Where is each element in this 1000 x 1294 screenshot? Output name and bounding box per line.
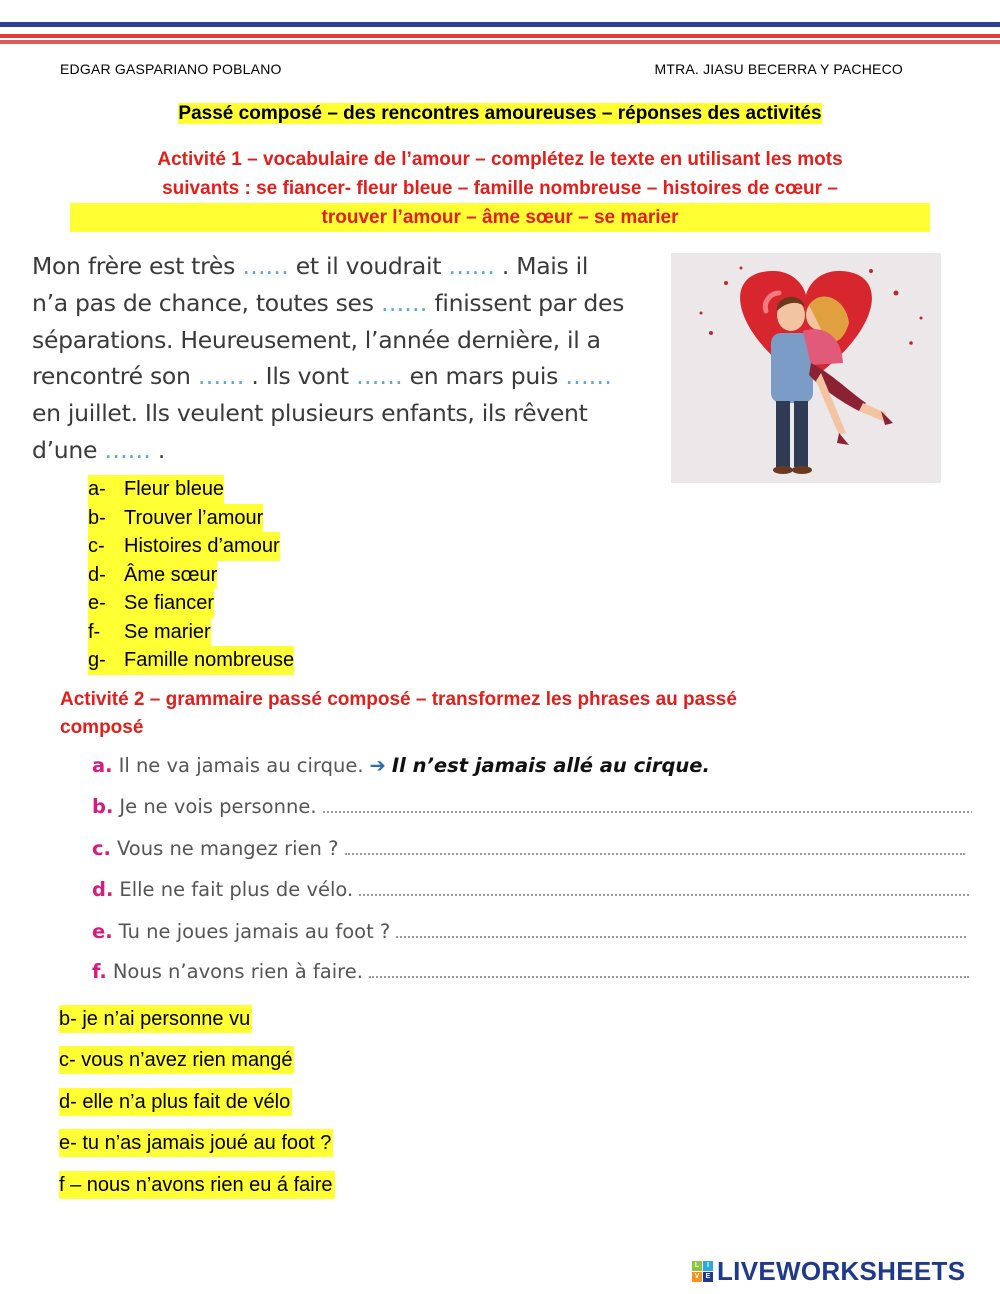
activity2-heading-line: composé (60, 717, 144, 738)
answer-line[interactable] (359, 893, 969, 896)
blank[interactable]: …… (448, 252, 495, 280)
exercise-f: f. Nous n’avons rien à faire. (92, 957, 972, 987)
header-stripe-red-2 (0, 40, 1000, 44)
answer-line[interactable] (323, 810, 972, 813)
page-title: Passé composé – des rencontres amoureuses – réponses des activités (178, 103, 822, 124)
logo-text: LIVEWORKSHEETS (717, 1256, 966, 1286)
passage-line: séparations. Heureusement, l’année dernière, il a (32, 325, 601, 354)
activity1-passage (32, 248, 652, 469)
activity1-answers (88, 475, 294, 675)
exercise-b: b. Je ne vois personne. (92, 792, 972, 822)
answer-item: d- Âme sœur (88, 561, 217, 590)
exercise-d: d. Elle ne fait plus de vélo. (92, 875, 972, 905)
answer-item: g- Famille nombreuse (88, 646, 294, 675)
response-d: d- elle n’a plus fait de vélo (59, 1088, 292, 1116)
passage-line: rencontré son …… . Ils vont …… en mars puis …… (32, 362, 612, 391)
blank[interactable]: …… (104, 435, 151, 464)
liveworksheets-logo[interactable] (692, 1256, 965, 1287)
response-e: e- tu n’as jamais joué au foot ? (59, 1129, 333, 1157)
response-f: f – nous n’avons rien eu á faire (59, 1171, 335, 1199)
response-b: b- je n’ai personne vu (59, 1005, 252, 1033)
activity1-heading (70, 145, 930, 232)
activity2-heading-line: Activité 2 – grammaire passé composé – transformez les phrases au passé (60, 689, 737, 710)
exercise-e: e. Tu ne joues jamais au foot ? (92, 917, 972, 947)
header-stripe-red (0, 34, 1000, 38)
answer-item: e- Se fiancer (88, 589, 214, 618)
answer-item: c- Histoires d’amour (88, 532, 280, 561)
answer-item: f- Se marier (88, 618, 211, 647)
passage-line: d’une …… . (32, 435, 166, 464)
response-c: c- vous n’avez rien mangé (59, 1046, 294, 1074)
passage-line: Mon frère est très …… et il voudrait …… . Mais il (32, 252, 589, 280)
header-stripe-white (0, 29, 1000, 33)
student-name: EDGAR GASPARIANO POBLANO (60, 61, 282, 77)
answer-line[interactable] (369, 975, 969, 978)
activity2-heading (60, 686, 900, 742)
activity1-heading-line: suivants : se fiancer- fleur bleue – famille nombreuse – histoires de cœur – (162, 178, 838, 199)
blank[interactable]: …… (242, 252, 289, 280)
answer-item: b- Trouver l’amour (88, 504, 263, 533)
header-stripe-blue (0, 22, 1000, 27)
answer-line[interactable] (396, 935, 966, 938)
answer-item: a- Fleur bleue (88, 475, 224, 504)
exercise-a: a. Il ne va jamais au cirque. ➔ Il n’est jamais allé au cirque. (92, 754, 710, 777)
liveworksheets-badge-icon: L I V E (692, 1261, 713, 1282)
passage-line: n’a pas de chance, toutes ses …… finissent par des (32, 288, 625, 317)
blank[interactable]: …… (197, 362, 245, 391)
couple-heart-illustration (671, 253, 941, 483)
answer-line[interactable] (345, 852, 965, 855)
activity1-heading-line: trouver l’amour – âme sœur – se marier (70, 203, 930, 232)
passage-line: en juillet. Ils veulent plusieurs enfants, ils rêvent (32, 399, 588, 428)
exercise-c: c. Vous ne mangez rien ? (92, 834, 972, 864)
blank[interactable]: …… (380, 288, 428, 317)
teacher-name: MTRA. JIASU BECERRA Y PACHECO (654, 61, 903, 77)
arrow-icon: ➔ (369, 754, 386, 777)
blank[interactable]: …… (356, 362, 403, 391)
blank[interactable]: …… (565, 362, 612, 391)
activity1-heading-line: Activité 1 – vocabulaire de l’amour – complétez le texte en utilisant les mots (157, 149, 843, 170)
